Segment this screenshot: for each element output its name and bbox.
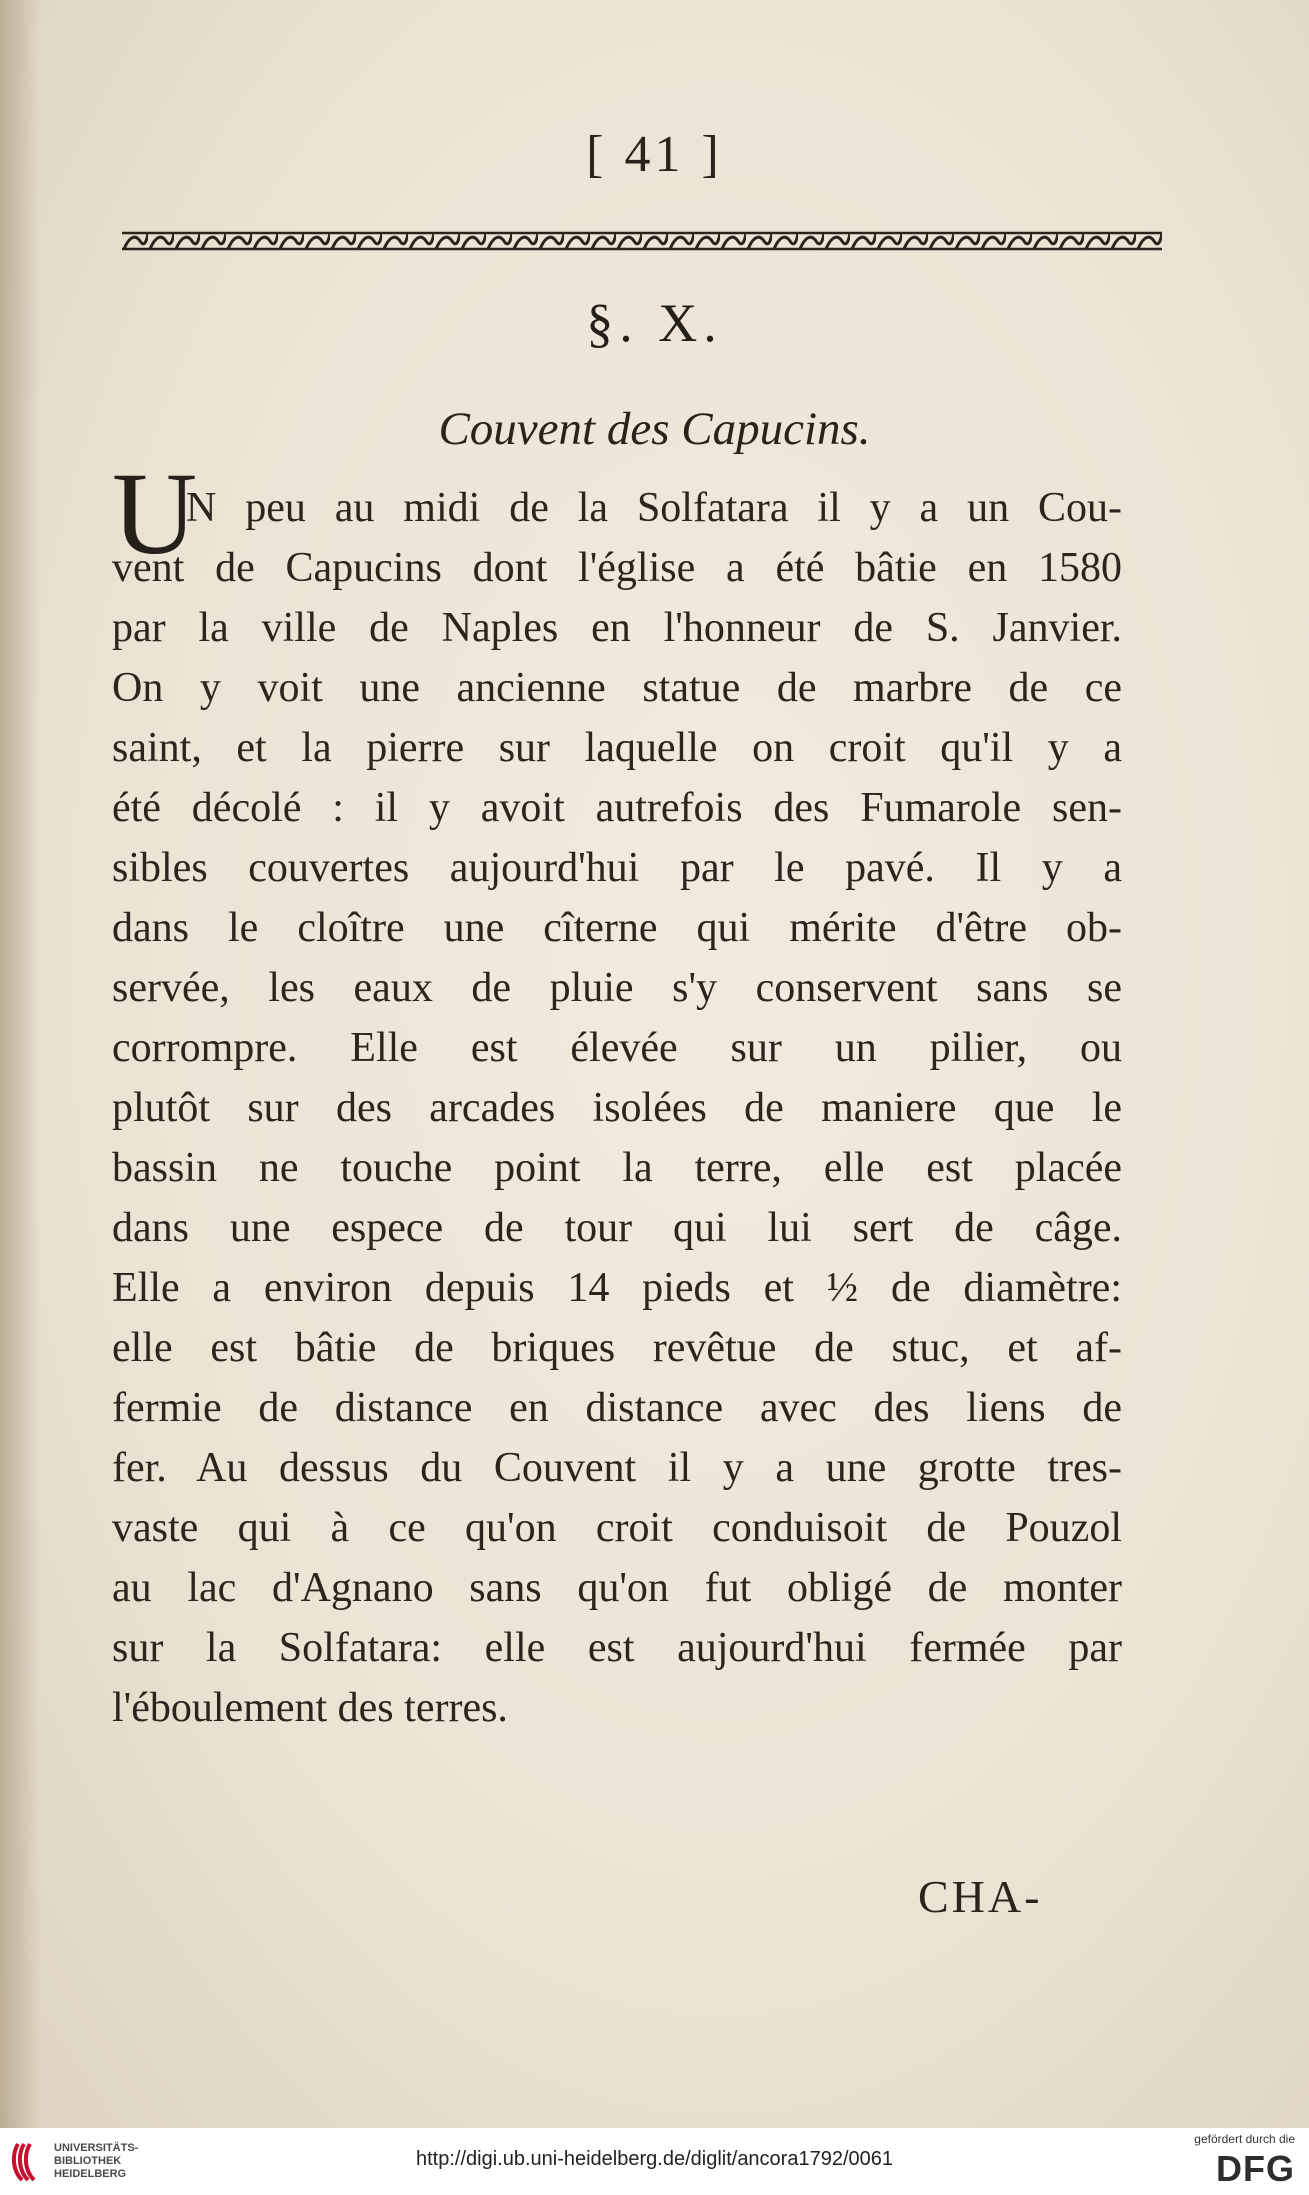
catchword: CHA- — [918, 1871, 1043, 1922]
text-line: fer. Au dessus du Couvent il y a une grotte tres- — [112, 1445, 1122, 1491]
footer-bar — [0, 2128, 1309, 2195]
text-line: servée, les eaux de pluie s'y conservent sans se — [112, 965, 1122, 1011]
text-line: Elle a environ depuis 14 pieds et ½ de diamètre: — [112, 1265, 1122, 1311]
text-line: On y voit une ancienne statue de marbre de ce — [112, 665, 1122, 711]
text-line: dans le cloître une cîterne qui mérite d'être ob- — [112, 905, 1122, 951]
text-line: dans une espece de tour qui lui sert de câge. — [112, 1205, 1122, 1251]
text-line: sur la Solfatara: elle est aujourd'hui fermée par — [112, 1625, 1122, 1671]
chapter-title: Couvent des Capucins. — [438, 403, 871, 455]
text-line: été décolé : il y avoit autrefois des Fumarole sen- — [112, 785, 1122, 831]
logo-line-2: BIBLIOTHEK — [54, 2155, 122, 2167]
text-line: vent de Capucins dont l'église a été bâtie en 1580 — [112, 545, 1122, 591]
text-line: N peu au midi de la Solfatara il y a un Cou- — [186, 485, 1122, 531]
text-line: bassin ne touche point la terre, elle est placée — [112, 1145, 1122, 1191]
text-line: au lac d'Agnano sans qu'on fut obligé de monter — [112, 1565, 1122, 1611]
funder-logo: DFG — [1216, 2148, 1295, 2189]
logo-line-1: UNIVERSITÄTS- — [54, 2142, 139, 2154]
funded-by-label: gefördert durch die — [1194, 2132, 1295, 2146]
text-line: saint, et la pierre sur laquelle on croit qu'il y a — [112, 725, 1122, 771]
body-text — [112, 478, 1122, 1738]
text-line: par la ville de Naples en l'honneur de S. Janvier. — [112, 605, 1122, 651]
text-line: elle est bâtie de briques revêtue de stuc, et af- — [112, 1325, 1122, 1371]
drop-capital: U — [112, 448, 198, 579]
source-url-link[interactable]: http://digi.ub.uni-heidelberg.de/diglit/ancora1792/0061 — [415, 2148, 894, 2170]
text-line: corrompre. Elle est élevée sur un pilier, ou — [112, 1025, 1122, 1071]
text-line: sibles couvertes aujourd'hui par le pavé. Il y a — [112, 845, 1122, 891]
text-line: fermie de distance en distance avec des liens de — [112, 1385, 1122, 1431]
ornamental-border — [122, 225, 1162, 257]
logo-line-3: HEIDELBERG — [54, 2168, 127, 2180]
text-line: l'éboulement des terres. — [112, 1685, 508, 1731]
section-heading: §. X. — [586, 293, 723, 353]
text-line: plutôt sur des arcades isolées de maniere que le — [112, 1085, 1122, 1131]
text-line: vaste qui à ce qu'on croit conduisoit de Pouzol — [112, 1505, 1122, 1551]
page-number-header: [ 41 ] — [586, 126, 723, 183]
